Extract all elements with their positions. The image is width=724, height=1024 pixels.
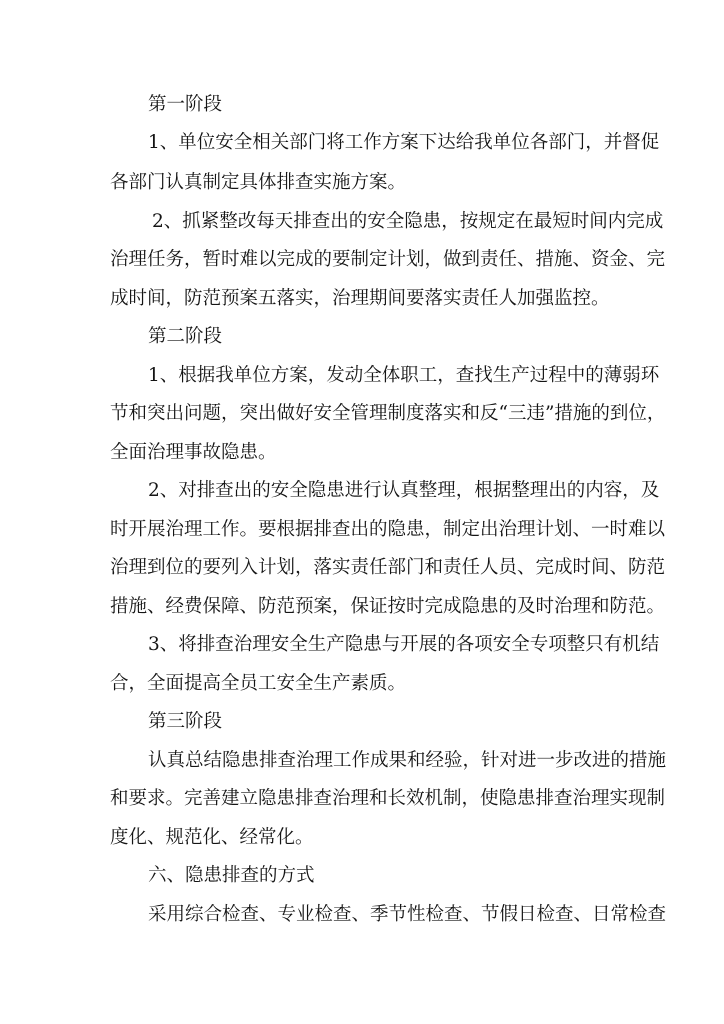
paragraph-line: 认真总结隐患排查治理工作成果和经验，针对进一步改进的措施: [148, 750, 667, 771]
paragraph-line: 治理到位的要列入计划，落实责任部门和责任人员、完成时间、防范: [110, 557, 666, 578]
paragraph-line: 度化、规范化、经常化。: [110, 827, 314, 848]
section-heading: 六、隐患排查的方式: [148, 865, 315, 886]
paragraph-line: 1、单位安全相关部门将工作方案下达给我单位各部门，并督促: [148, 132, 660, 153]
paragraph-line: 时开展治理工作。要根据排查出的隐患，制定出治理计划、一时难以: [110, 519, 666, 540]
paragraph-line: 2、对排查出的安全隐患进行认真整理，根据整理出的内容，及: [148, 480, 660, 501]
paragraph-line: 1、根据我单位方案，发动全体职工，查找生产过程中的薄弱环: [148, 365, 660, 386]
paragraph-line: 各部门认真制定具体排查实施方案。: [110, 172, 407, 193]
paragraph-line: 治理任务，暂时难以完成的要制定计划，做到责任、措施、资金、完: [110, 249, 666, 270]
paragraph-line: 和要求。完善建立隐患排查治理和长效机制，使隐患排查治理实现制: [110, 788, 666, 809]
paragraph-line: 措施、经费保障、防范预案，保证按时完成隐患的及时治理和防范。: [110, 596, 666, 617]
paragraph-line: 合，全面提高全员工安全生产素质。: [110, 673, 407, 694]
heading-stage-two: 第二阶段: [148, 326, 223, 347]
paragraph-line: 节和突出问题，突出做好安全管理制度落实和反“三违”措施的到位，: [110, 403, 666, 424]
paragraph-line: 成时间，防范预案五落实，治理期间要落实责任人加强监控。: [110, 288, 610, 309]
paragraph-line: 全面治理事故隐患。: [110, 442, 277, 463]
heading-stage-three: 第三阶段: [148, 711, 223, 732]
paragraph-line: 3、将排查治理安全生产隐患与开展的各项安全专项整只有机结: [148, 634, 660, 655]
paragraph-line: 2、抓紧整改每天排查出的安全隐患，按规定在最短时间内完成: [152, 211, 664, 232]
paragraph-line: 采用综合检查、专业检查、季节性检查、节假日检查、日常检查: [148, 904, 667, 925]
heading-stage-one: 第一阶段: [148, 94, 223, 115]
